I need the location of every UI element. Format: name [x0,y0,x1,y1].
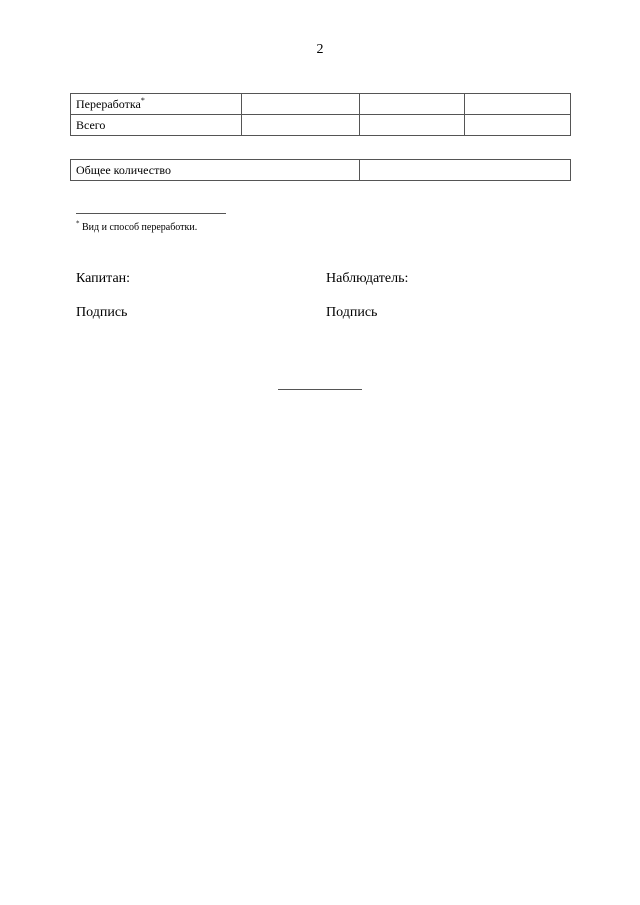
table-cell [360,94,465,115]
footnote-text: Вид и способ переработки. [79,222,198,233]
captain-label: Капитан: [76,271,131,286]
table-cell [465,115,571,136]
row-label-total: Всего [71,115,242,136]
table-row [71,94,571,115]
table-cell [360,160,571,181]
observer-label: Наблюдатель: [326,271,409,286]
row-label-overall-quantity: Общее количество [71,160,360,181]
table-cell [242,115,360,136]
row-label-processing: Переработка* [71,94,242,115]
footnote-separator [76,213,226,214]
processing-table [70,93,571,136]
table-cell [465,94,571,115]
table-cell [360,115,465,136]
table-cell [242,94,360,115]
table-row [71,115,571,136]
captain-signature-label: Подпись [76,305,128,320]
total-quantity-table [70,159,571,181]
observer-signature-label: Подпись [326,305,378,320]
footnote [76,219,198,234]
page-number: 2 [316,42,324,57]
table-row [71,160,571,181]
end-of-document-rule [278,389,362,390]
footnote-marker: * [76,219,80,228]
